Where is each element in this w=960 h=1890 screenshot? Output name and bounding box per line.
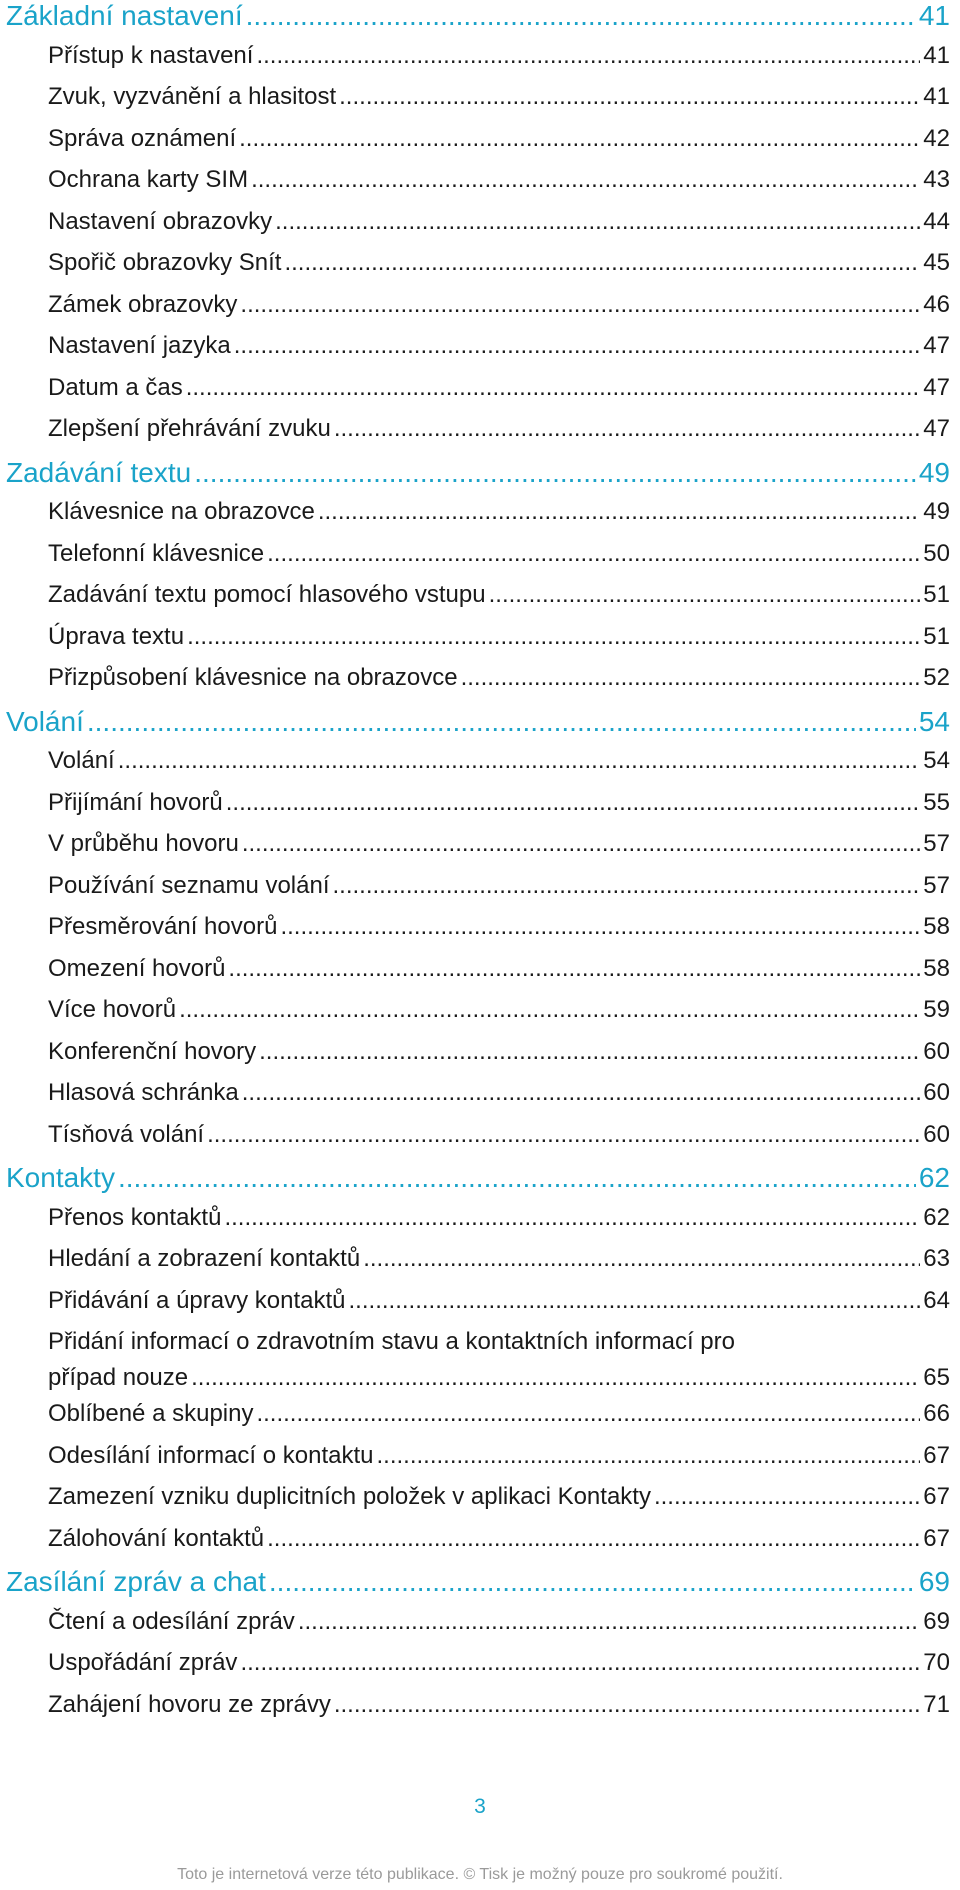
- dot-leader: [239, 125, 920, 153]
- toc-section[interactable]: [0, 581, 960, 623]
- toc-entry-page: 63: [923, 1245, 950, 1272]
- toc-entry-title: Čtení a odesílání zpráv: [48, 1607, 295, 1635]
- toc-entry-page: 57: [923, 830, 950, 857]
- toc-entry-page: 43: [923, 166, 950, 193]
- dot-leader: [242, 1079, 921, 1107]
- toc-entry-page: 60: [923, 1120, 950, 1148]
- dot-leader: [334, 1691, 920, 1719]
- dot-leader: [246, 0, 916, 32]
- toc-entry-title: Tísňová volání: [48, 1120, 205, 1148]
- toc-entry-page: 54: [923, 747, 950, 774]
- dot-leader: [118, 1162, 916, 1194]
- toc-section[interactable]: [0, 1038, 960, 1080]
- toc-entry-page: 50: [923, 539, 950, 567]
- toc-entry-title: Přenos kontaktů: [48, 1203, 222, 1231]
- toc-entry-page: 49: [923, 498, 950, 525]
- toc-entry-title: Používání seznamu volání: [48, 871, 330, 899]
- toc-section[interactable]: [0, 623, 960, 665]
- dot-leader: [377, 1442, 921, 1470]
- toc-entry-title: Zamezení vzniku duplicitních položek v aplikaci Kontakty: [48, 1483, 651, 1510]
- toc-section[interactable]: [0, 1483, 960, 1525]
- dot-leader: [461, 664, 921, 692]
- toc-section[interactable]: [0, 1442, 960, 1484]
- toc-entry-title: Zadávání textu pomocí hlasového vstupu: [48, 581, 486, 608]
- toc-entry-title: Odesílání informací o kontaktu: [48, 1441, 374, 1469]
- toc-section[interactable]: [0, 332, 960, 374]
- dot-leader: [349, 1287, 921, 1315]
- dot-leader: [191, 1364, 920, 1392]
- toc-chapter[interactable]: [0, 1566, 960, 1608]
- footer-note: Toto je internetová verze této publikace. © Tisk je možný pouze pro soukromé použití.: [177, 1866, 783, 1883]
- toc-entry-title: Zálohování kontaktů: [48, 1524, 265, 1552]
- toc-entry-page: 58: [923, 913, 950, 940]
- toc-entry-title: Zadávání textu: [6, 456, 192, 488]
- toc-entry-title: V průběhu hovoru: [48, 830, 239, 857]
- toc-entry-title: Přijímání hovorů: [48, 788, 223, 816]
- toc-entry-page: 51: [923, 622, 950, 650]
- toc-entry-title: Volání: [48, 747, 115, 774]
- toc-section[interactable]: [0, 1400, 960, 1442]
- dot-leader: [118, 747, 921, 775]
- toc-entry-page: 66: [923, 1400, 950, 1427]
- toc-section[interactable]: [0, 747, 960, 789]
- toc-section[interactable]: [0, 830, 960, 872]
- toc-section[interactable]: [0, 540, 960, 582]
- toc-entry-page: 54: [918, 705, 950, 737]
- dot-leader: [228, 955, 920, 983]
- dot-leader: [226, 789, 921, 817]
- toc-section[interactable]: [0, 166, 960, 208]
- dot-leader: [242, 830, 920, 858]
- toc-entry-page: 57: [923, 871, 950, 899]
- dot-leader: [194, 457, 916, 489]
- dot-leader: [654, 1483, 920, 1511]
- toc-entry-title: Nastavení obrazovky: [48, 207, 273, 235]
- toc-section[interactable]: [0, 1649, 960, 1691]
- dot-leader: [187, 623, 920, 651]
- toc-entry-title: Konferenční hovory: [48, 1037, 257, 1065]
- toc-entry-page: 70: [923, 1649, 950, 1676]
- dot-leader: [298, 1608, 920, 1636]
- toc-entry-title: Přesměrování hovorů: [48, 913, 278, 940]
- toc-entry-title: Zlepšení přehrávání zvuku: [48, 415, 331, 442]
- dot-leader: [339, 83, 920, 111]
- toc-entry-title: Klávesnice na obrazovce: [48, 498, 315, 525]
- toc-entry-title: Kontakty: [6, 1162, 115, 1193]
- toc-entry-page: 41: [923, 41, 950, 69]
- toc-section[interactable]: [0, 291, 960, 333]
- toc-entry-title: případ nouze: [48, 1364, 189, 1391]
- toc-section[interactable]: [0, 83, 960, 125]
- toc-entry-page: 71: [923, 1690, 950, 1718]
- toc-entry-title: Správa oznámení: [48, 124, 237, 152]
- toc-entry-title: Zahájení hovoru ze zprávy: [48, 1690, 331, 1718]
- toc-section[interactable]: [0, 42, 960, 84]
- toc-entry-title: Datum a čas: [48, 373, 183, 401]
- dot-leader: [489, 581, 921, 609]
- dot-leader: [179, 996, 920, 1024]
- toc-section[interactable]: [0, 789, 960, 831]
- toc-entry-title: Hlasová schránka: [48, 1079, 239, 1106]
- toc-entry-title: Přístup k nastavení: [48, 41, 254, 69]
- toc-entry-page: 44: [923, 207, 950, 235]
- dot-leader: [240, 1649, 920, 1677]
- toc-chapter[interactable]: [0, 457, 960, 499]
- toc-entry-page: 59: [923, 996, 950, 1023]
- toc-entry-title: Více hovorů: [48, 996, 177, 1023]
- dot-leader: [363, 1245, 920, 1273]
- toc-entry-page: 62: [923, 1203, 950, 1231]
- dot-leader: [186, 374, 921, 402]
- toc-entry-title: Oblíbené a skupiny: [48, 1400, 254, 1427]
- dot-leader: [207, 1121, 920, 1149]
- dot-leader: [240, 291, 920, 319]
- dot-leader: [333, 872, 921, 900]
- toc-section[interactable]: [0, 664, 960, 706]
- toc-entry-page: 62: [918, 1162, 950, 1193]
- dot-leader: [87, 706, 916, 738]
- toc-chapter[interactable]: [0, 0, 960, 42]
- toc-section[interactable]: [0, 374, 960, 416]
- dot-leader: [334, 415, 920, 443]
- dot-leader: [224, 1204, 920, 1232]
- toc-entry-page: 67: [923, 1483, 950, 1510]
- toc-entry-page: 67: [923, 1441, 950, 1469]
- toc-section[interactable]: [0, 1204, 960, 1246]
- toc-entry-title: Hledání a zobrazení kontaktů: [48, 1245, 361, 1272]
- toc-section[interactable]: [0, 415, 960, 457]
- toc-entry-title: Základní nastavení: [6, 0, 243, 31]
- toc-entry-page: 46: [923, 290, 950, 318]
- dot-leader: [280, 913, 920, 941]
- toc-section[interactable]: [0, 955, 960, 997]
- toc-entry-title: Nastavení jazyka: [48, 332, 231, 359]
- dot-leader: [234, 332, 921, 360]
- toc-entry-page: 67: [923, 1524, 950, 1552]
- toc-entry-title: Zámek obrazovky: [48, 290, 238, 318]
- dot-leader: [284, 249, 920, 277]
- toc-entry-title: Ochrana karty SIM: [48, 166, 249, 193]
- toc-entry-page: 69: [923, 1607, 950, 1635]
- toc-section[interactable]: [0, 1287, 960, 1329]
- toc-section[interactable]: [0, 872, 960, 914]
- toc-entry-page: 47: [923, 415, 950, 442]
- toc-entry-page: 60: [923, 1079, 950, 1106]
- toc-entry-page: 58: [923, 954, 950, 982]
- toc-entry-title: Zasílání zpráv a chat: [6, 1566, 266, 1597]
- toc-chapter[interactable]: [0, 706, 960, 748]
- toc-entry-title: Omezení hovorů: [48, 954, 226, 982]
- toc-section[interactable]: [0, 1079, 960, 1121]
- dot-leader: [318, 498, 920, 526]
- dot-leader: [269, 1566, 916, 1598]
- toc-entry-page: 65: [923, 1364, 950, 1391]
- toc-entry-title-line: Přidání informací o zdravotním stavu a kontaktních informací pro: [48, 1328, 735, 1355]
- toc-entry-page: 55: [923, 788, 950, 816]
- toc-entry-page: 45: [923, 249, 950, 276]
- toc-section[interactable]: [0, 1691, 960, 1733]
- toc-section[interactable]: [0, 208, 960, 250]
- toc-entry-page: 49: [918, 456, 950, 488]
- toc-entry-page: 52: [923, 664, 950, 691]
- dot-leader: [275, 208, 920, 236]
- toc-entry-page: 60: [923, 1037, 950, 1065]
- toc-entry-title: Spořič obrazovky Snít: [48, 249, 282, 276]
- toc-entry-page: 51: [923, 581, 950, 608]
- toc-entry-page: 47: [923, 332, 950, 359]
- dot-leader: [267, 1525, 920, 1553]
- page-number: 3: [474, 1795, 486, 1818]
- toc-entry-title: Uspořádání zpráv: [48, 1649, 238, 1676]
- toc-entry-page: 69: [918, 1566, 950, 1597]
- toc-chapter[interactable]: [0, 1162, 960, 1204]
- toc-section[interactable]: [0, 913, 960, 955]
- toc-entry-page: 42: [923, 124, 950, 152]
- toc-section[interactable]: [0, 1121, 960, 1163]
- toc-section[interactable]: [0, 1525, 960, 1567]
- toc-entry-page: 41: [918, 0, 950, 31]
- dot-leader: [256, 42, 920, 70]
- toc-section[interactable]: [0, 1608, 960, 1650]
- toc-section[interactable]: [0, 498, 960, 540]
- toc-entry-title: Telefonní klávesnice: [48, 539, 265, 567]
- toc-entry-page: 64: [923, 1286, 950, 1314]
- toc-entry-title: Přizpůsobení klávesnice na obrazovce: [48, 664, 458, 691]
- dot-leader: [251, 166, 920, 194]
- toc-entry-title: Přidávání a úpravy kontaktů: [48, 1286, 346, 1314]
- toc-section[interactable]: [0, 249, 960, 291]
- toc-entry-title: Volání: [6, 705, 84, 737]
- dot-leader: [267, 540, 920, 568]
- dot-leader: [256, 1400, 920, 1428]
- toc-section[interactable]: [0, 1245, 960, 1287]
- toc-section[interactable]: [0, 1364, 960, 1400]
- toc-entry-page: 41: [923, 83, 950, 110]
- dot-leader: [259, 1038, 920, 1066]
- toc-entry-title: Zvuk, vyzvánění a hlasitost: [48, 83, 337, 110]
- toc-section[interactable]: [0, 996, 960, 1038]
- toc-entry-page: 47: [923, 373, 950, 401]
- toc-section[interactable]: [0, 125, 960, 167]
- toc-entry-title: Úprava textu: [48, 622, 185, 650]
